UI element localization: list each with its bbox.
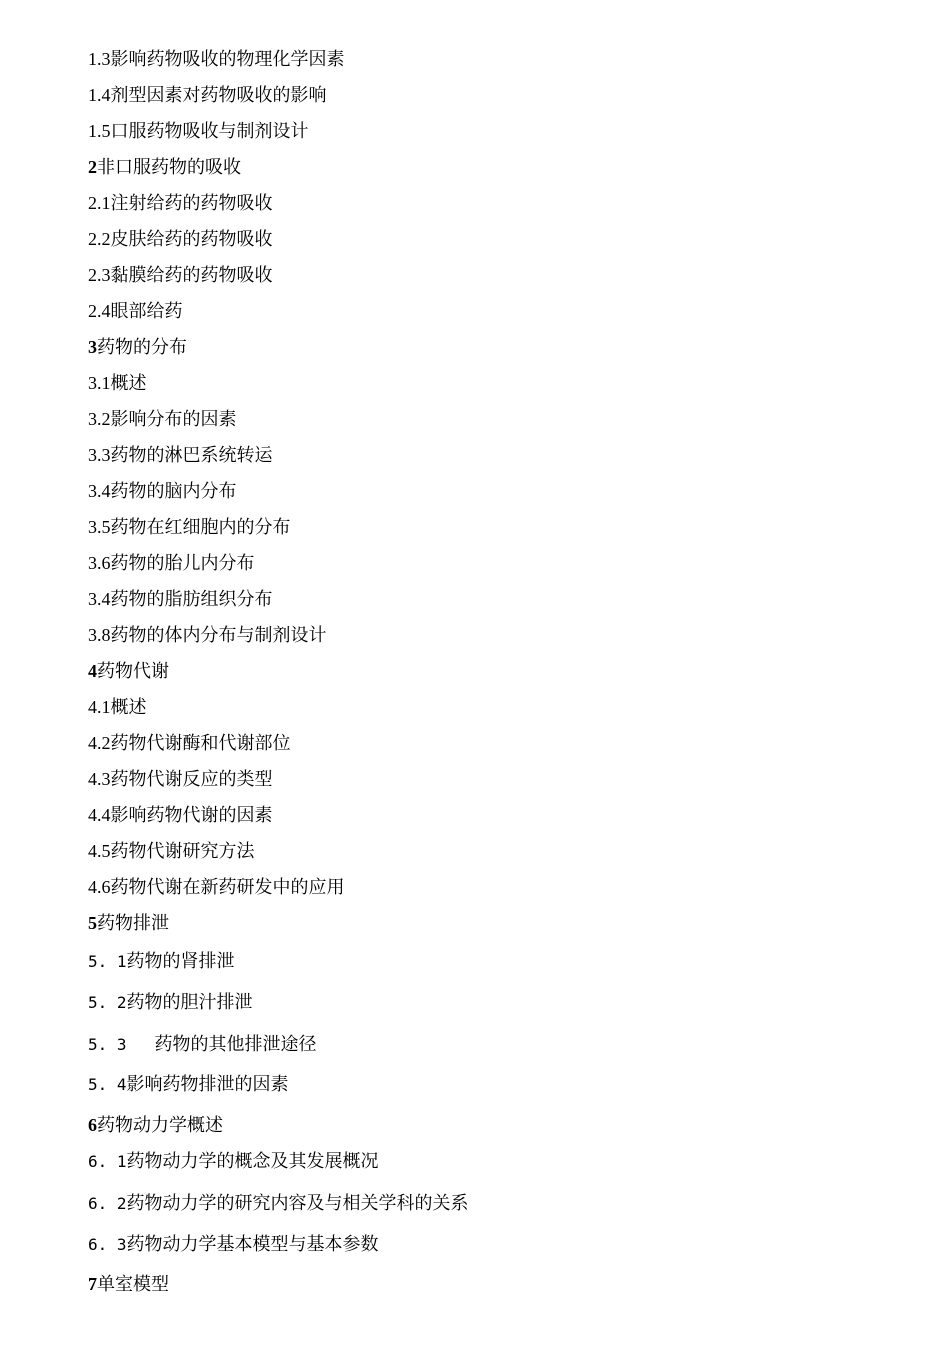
toc-entry [88, 228, 273, 251]
toc-entry [88, 480, 237, 503]
toc-entry-title: 药物的脂肪组织分布 [110, 589, 273, 610]
toc-chapter-title: 药物代谢 [97, 661, 169, 682]
toc-entry [88, 992, 253, 1014]
toc-entry-title: 药物代谢反应的类型 [110, 769, 273, 790]
toc-entry [88, 804, 273, 827]
toc-entry-number: 6. 2 [88, 1194, 127, 1213]
toc-chapter-number: 2 [88, 157, 97, 177]
toc-entry-number: 3.1 [88, 373, 111, 393]
toc-entry-title: 药物的肾排泄 [126, 951, 235, 972]
toc-entry [88, 516, 291, 539]
toc-entry-number: 3.3 [88, 445, 111, 465]
toc-entry-title: 药物的胎儿内分布 [110, 553, 255, 574]
toc-entry [88, 588, 273, 611]
toc-entry-title: 注射给药的药物吸收 [110, 193, 273, 214]
toc-entry [88, 192, 273, 215]
toc-entry-title: 药物代谢在新药研发中的应用 [110, 877, 345, 898]
toc-entry [88, 696, 147, 719]
toc-chapter-title: 药物的分布 [97, 337, 187, 358]
toc-entry-title: 皮肤给药的药物吸收 [110, 229, 273, 250]
toc-chapter-title: 药物动力学概述 [97, 1115, 223, 1136]
toc-entry-number: 3.4 [88, 589, 111, 609]
toc-entry [88, 1151, 379, 1173]
toc-entry-title: 药物的其他排泄途径 [154, 1034, 317, 1055]
toc-entry-title: 药物的淋巴系统转运 [110, 445, 273, 466]
toc-chapter [88, 912, 169, 935]
toc-entry [88, 624, 327, 647]
toc-entry-number: 4.1 [88, 697, 111, 717]
toc-entry [88, 120, 309, 143]
toc-entry [88, 552, 255, 575]
toc-entry [88, 951, 235, 973]
toc-entry-number: 3.8 [88, 625, 111, 645]
toc-entry [88, 768, 273, 791]
toc-entry [88, 444, 273, 467]
toc-chapter [88, 660, 169, 683]
toc-entry-title: 药物代谢酶和代谢部位 [110, 733, 291, 754]
toc-entry-number: 6. 1 [88, 1152, 127, 1171]
toc-entry-number: 4.3 [88, 769, 111, 789]
toc-entry-title: 影响分布的因素 [110, 409, 237, 430]
toc-chapter-title: 单室模型 [97, 1274, 169, 1295]
toc-entry-number: 3.5 [88, 517, 111, 537]
toc-chapter-number: 6 [88, 1115, 97, 1135]
toc-entry-title: 药物在红细胞内的分布 [110, 517, 291, 538]
toc-entry [88, 1034, 317, 1056]
toc-entry [88, 372, 147, 395]
toc-entry-number: 4.5 [88, 841, 111, 861]
toc-entry [88, 876, 345, 899]
toc-entry-title: 影响药物代谢的因素 [110, 805, 273, 826]
toc-chapter-number: 4 [88, 661, 97, 681]
toc-entry [88, 48, 345, 71]
toc-entry-title: 药物代谢研究方法 [110, 841, 255, 862]
toc-chapter [88, 1114, 223, 1137]
toc-chapter [88, 156, 241, 179]
toc-entry-title: 药物动力学的研究内容及与相关学科的关系 [126, 1193, 469, 1214]
toc-entry-number: 2.2 [88, 229, 111, 249]
toc-chapter-title: 非口服药物的吸收 [97, 157, 241, 178]
toc-entry-number: 5. 2 [88, 993, 127, 1012]
toc-entry-number: 4.4 [88, 805, 111, 825]
toc-entry-number: 2.1 [88, 193, 111, 213]
toc-entry [88, 300, 183, 323]
toc-entry-number: 5. 3 [88, 1035, 127, 1054]
toc-entry [88, 264, 273, 287]
toc-entry-title: 影响药物排泄的因素 [126, 1074, 289, 1095]
toc-chapter [88, 336, 187, 359]
toc-entry-title: 药物动力学基本模型与基本参数 [126, 1234, 379, 1255]
toc-entry-number: 1.5 [88, 121, 111, 141]
toc-entry [88, 1193, 469, 1215]
toc-entry-title: 概述 [110, 697, 147, 718]
toc-entry-title: 药物动力学的概念及其发展概况 [126, 1151, 379, 1172]
toc-chapter-number: 3 [88, 337, 97, 357]
toc-entry [88, 1074, 289, 1096]
toc-entry-number: 5. 4 [88, 1075, 127, 1094]
toc-entry-number: 5. 1 [88, 952, 127, 971]
toc-entry [88, 1234, 379, 1256]
toc-entry [88, 84, 327, 107]
toc-entry-title: 影响药物吸收的物理化学因素 [110, 49, 345, 70]
toc-entry-number: 2.3 [88, 265, 111, 285]
toc-entry-title: 眼部给药 [110, 301, 183, 322]
toc-entry-number: 3.2 [88, 409, 111, 429]
toc-entry [88, 840, 255, 863]
toc-entry-title: 黏膜给药的药物吸收 [110, 265, 273, 286]
toc-entry-title: 剂型因素对药物吸收的影响 [110, 85, 327, 106]
toc-entry-number: 4.6 [88, 877, 111, 897]
toc-entry [88, 732, 291, 755]
toc-chapter [88, 1273, 169, 1296]
toc-entry-number: 4.2 [88, 733, 111, 753]
toc-entry-number: 3.4 [88, 481, 111, 501]
toc-entry-number: 6. 3 [88, 1235, 127, 1254]
toc-entry-number: 2.4 [88, 301, 111, 321]
toc-chapter-number: 5 [88, 913, 97, 933]
toc-entry-number: 1.4 [88, 85, 111, 105]
toc-entry-title: 药物的胆汁排泄 [126, 992, 253, 1013]
toc-entry-title: 概述 [110, 373, 147, 394]
toc-entry-title: 口服药物吸收与制剂设计 [110, 121, 309, 142]
toc-entry-title: 药物的体内分布与制剂设计 [110, 625, 327, 646]
toc-entry-number: 3.6 [88, 553, 111, 573]
toc-entry-title: 药物的脑内分布 [110, 481, 237, 502]
toc-entry [88, 408, 237, 431]
toc-entry-number: 1.3 [88, 49, 111, 69]
toc-chapter-title: 药物排泄 [97, 913, 169, 934]
toc-chapter-number: 7 [88, 1274, 97, 1294]
